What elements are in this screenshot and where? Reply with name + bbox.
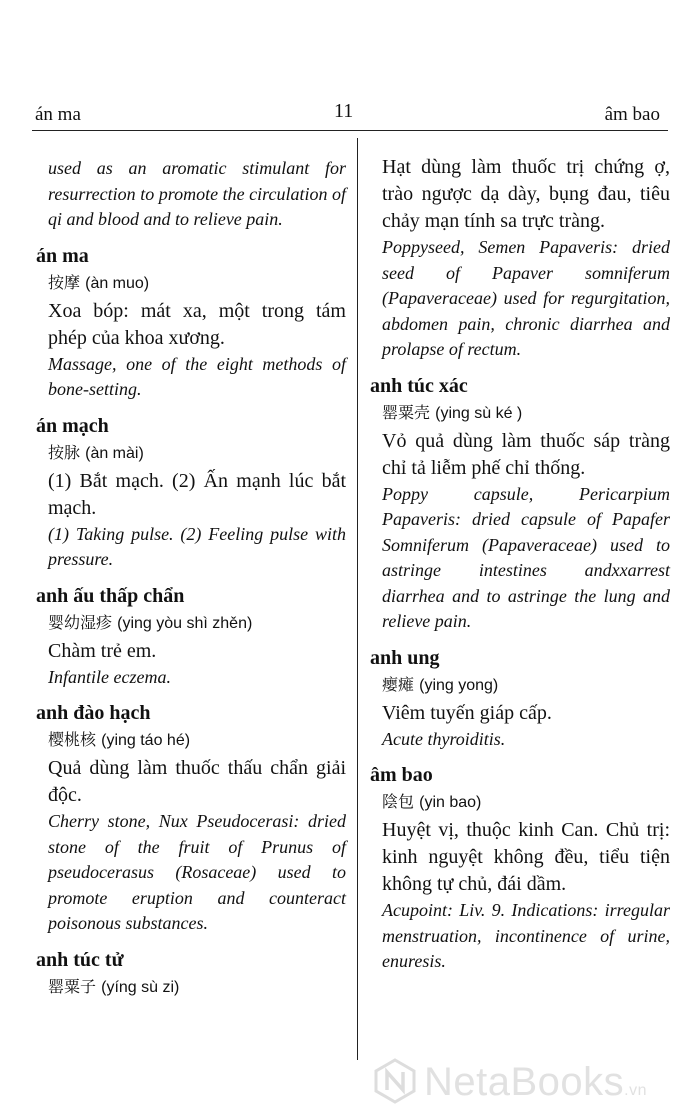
entry-an-ma — [36, 243, 346, 403]
pinyin: (ying yong) — [419, 676, 499, 694]
continuation-english: used as an aromatic stimulant for resurrection to promote the circulation of qi and blood and to relieve pain. — [48, 158, 346, 229]
entry-anh-tuc-xac — [370, 373, 670, 635]
header-rule — [32, 130, 668, 131]
vietnamese-definition: (1) Bắt mạch. (2) Ấn mạnh lúc bắt mạch. — [48, 469, 346, 519]
hanzi: 陰包 — [382, 792, 415, 811]
english-definition: Cherry stone, Nux Pseudocerasi: dried stone of the fruit of Prunus of pseudocerasus (Rosaceae) used to promote eruption and counteract poisonous substances. — [48, 811, 346, 933]
entry-anh-ung — [370, 645, 670, 753]
headword: âm bao — [370, 764, 433, 786]
chinese-term — [36, 609, 346, 638]
headword: án ma — [36, 244, 89, 267]
english-definition: Infantile eczema. — [48, 666, 171, 687]
english-definition: Poppyseed, Semen Papaveris: dried seed of Papaver somniferum (Papaveraceae) used for regurgitation, abdomen pain, chronic diarrhea and prolapse of rectum. — [382, 237, 670, 359]
entry-anh-tuc-tu-continued — [370, 154, 670, 363]
chinese-term — [36, 973, 346, 1002]
english-definition: Massage, one of the eight methods of bone-setting. — [48, 353, 346, 399]
hanzi: 罂粟子 — [48, 976, 97, 996]
page-number: 11 — [334, 100, 354, 122]
vietnamese-definition: Chàm trẻ em. — [48, 639, 157, 662]
pinyin: (yíng sù zi) — [101, 978, 180, 996]
vietnamese-definition: Quả dùng làm thuốc thấu chẩn giải độc. — [48, 757, 346, 806]
entry-anh-au-thap-chan — [36, 583, 346, 691]
right-column — [370, 154, 670, 985]
chinese-term — [370, 788, 670, 817]
chinese-term — [370, 399, 670, 428]
pinyin: (ying táo hé) — [101, 732, 191, 749]
chinese-term — [36, 439, 346, 468]
headword: anh ấu thấp chẩn — [36, 584, 185, 607]
hanzi: 按脉 — [48, 442, 81, 462]
english-definition: Poppy capsule, Pericarpium Papaveris: dried capsule of Papafer Somniferum (Papaveraceae) used to astringe intestines andxxarrest diarrhea and to astringe the lung and relieve pain. — [382, 483, 670, 631]
vietnamese-definition: Viêm tuyến giáp cấp. — [382, 701, 552, 724]
hanzi: 罂粟壳 — [382, 402, 431, 422]
chinese-term — [36, 269, 346, 298]
headword: anh túc tử — [36, 948, 124, 971]
pinyin: (ying sù ké ) — [435, 404, 523, 422]
pinyin: (àn mài) — [85, 444, 144, 462]
entry-anh-dao-hach — [36, 700, 346, 937]
running-head-right: âm bao — [604, 104, 660, 125]
watermark-text: NetaBooks.vn — [424, 1060, 648, 1104]
pinyin: (àn muo) — [85, 274, 150, 292]
entry-an-mach — [36, 413, 346, 573]
hanzi: 瘿瘫 — [382, 674, 415, 694]
netabooks-logo-icon — [372, 1058, 418, 1104]
entry-anh-tuc-tu — [36, 947, 346, 1002]
hanzi: 婴幼湿疹 — [48, 612, 113, 632]
chinese-term — [370, 671, 670, 700]
running-head-left: án ma — [35, 104, 81, 125]
hanzi: 按摩 — [48, 272, 81, 292]
vietnamese-definition: Hạt dùng làm thuốc trị chứng ợ, trào ngược dạ dày, bụng đau, tiêu chảy mạn tính sa trực tràng. — [382, 156, 670, 232]
pinyin: (yin bao) — [419, 794, 482, 811]
column-divider — [357, 138, 358, 1060]
english-definition: Acute thyroiditis. — [382, 728, 506, 749]
watermark — [372, 1056, 692, 1112]
english-definition: Acupoint: Liv. 9. Indications: irregular menstruation, incontinence of urine, enuresis. — [382, 900, 670, 971]
headword: anh đào hạch — [36, 702, 151, 724]
headword: anh ung — [370, 646, 440, 669]
chinese-term — [36, 726, 346, 755]
vietnamese-definition: Vỏ quả dùng làm thuốc sáp tràng chỉ tả liễm phế chỉ thống. — [382, 429, 670, 479]
vietnamese-definition: Huyệt vị, thuộc kinh Can. Chủ trị: kinh nguyệt không đều, tiểu tiện không tự chủ, đái dầm. — [382, 819, 670, 895]
english-definition: (1) Taking pulse. (2) Feeling pulse with pressure. — [48, 523, 346, 569]
vietnamese-definition: Xoa bóp: mát xa, một trong tám phép của khoa xương. — [48, 299, 346, 349]
headword: án mạch — [36, 414, 109, 437]
entry-am-bao — [370, 762, 670, 975]
left-column — [36, 156, 346, 1012]
pinyin: (ying yòu shì zhěn) — [117, 614, 253, 632]
headword: anh túc xác — [370, 374, 468, 397]
hanzi: 樱桃核 — [48, 730, 97, 749]
